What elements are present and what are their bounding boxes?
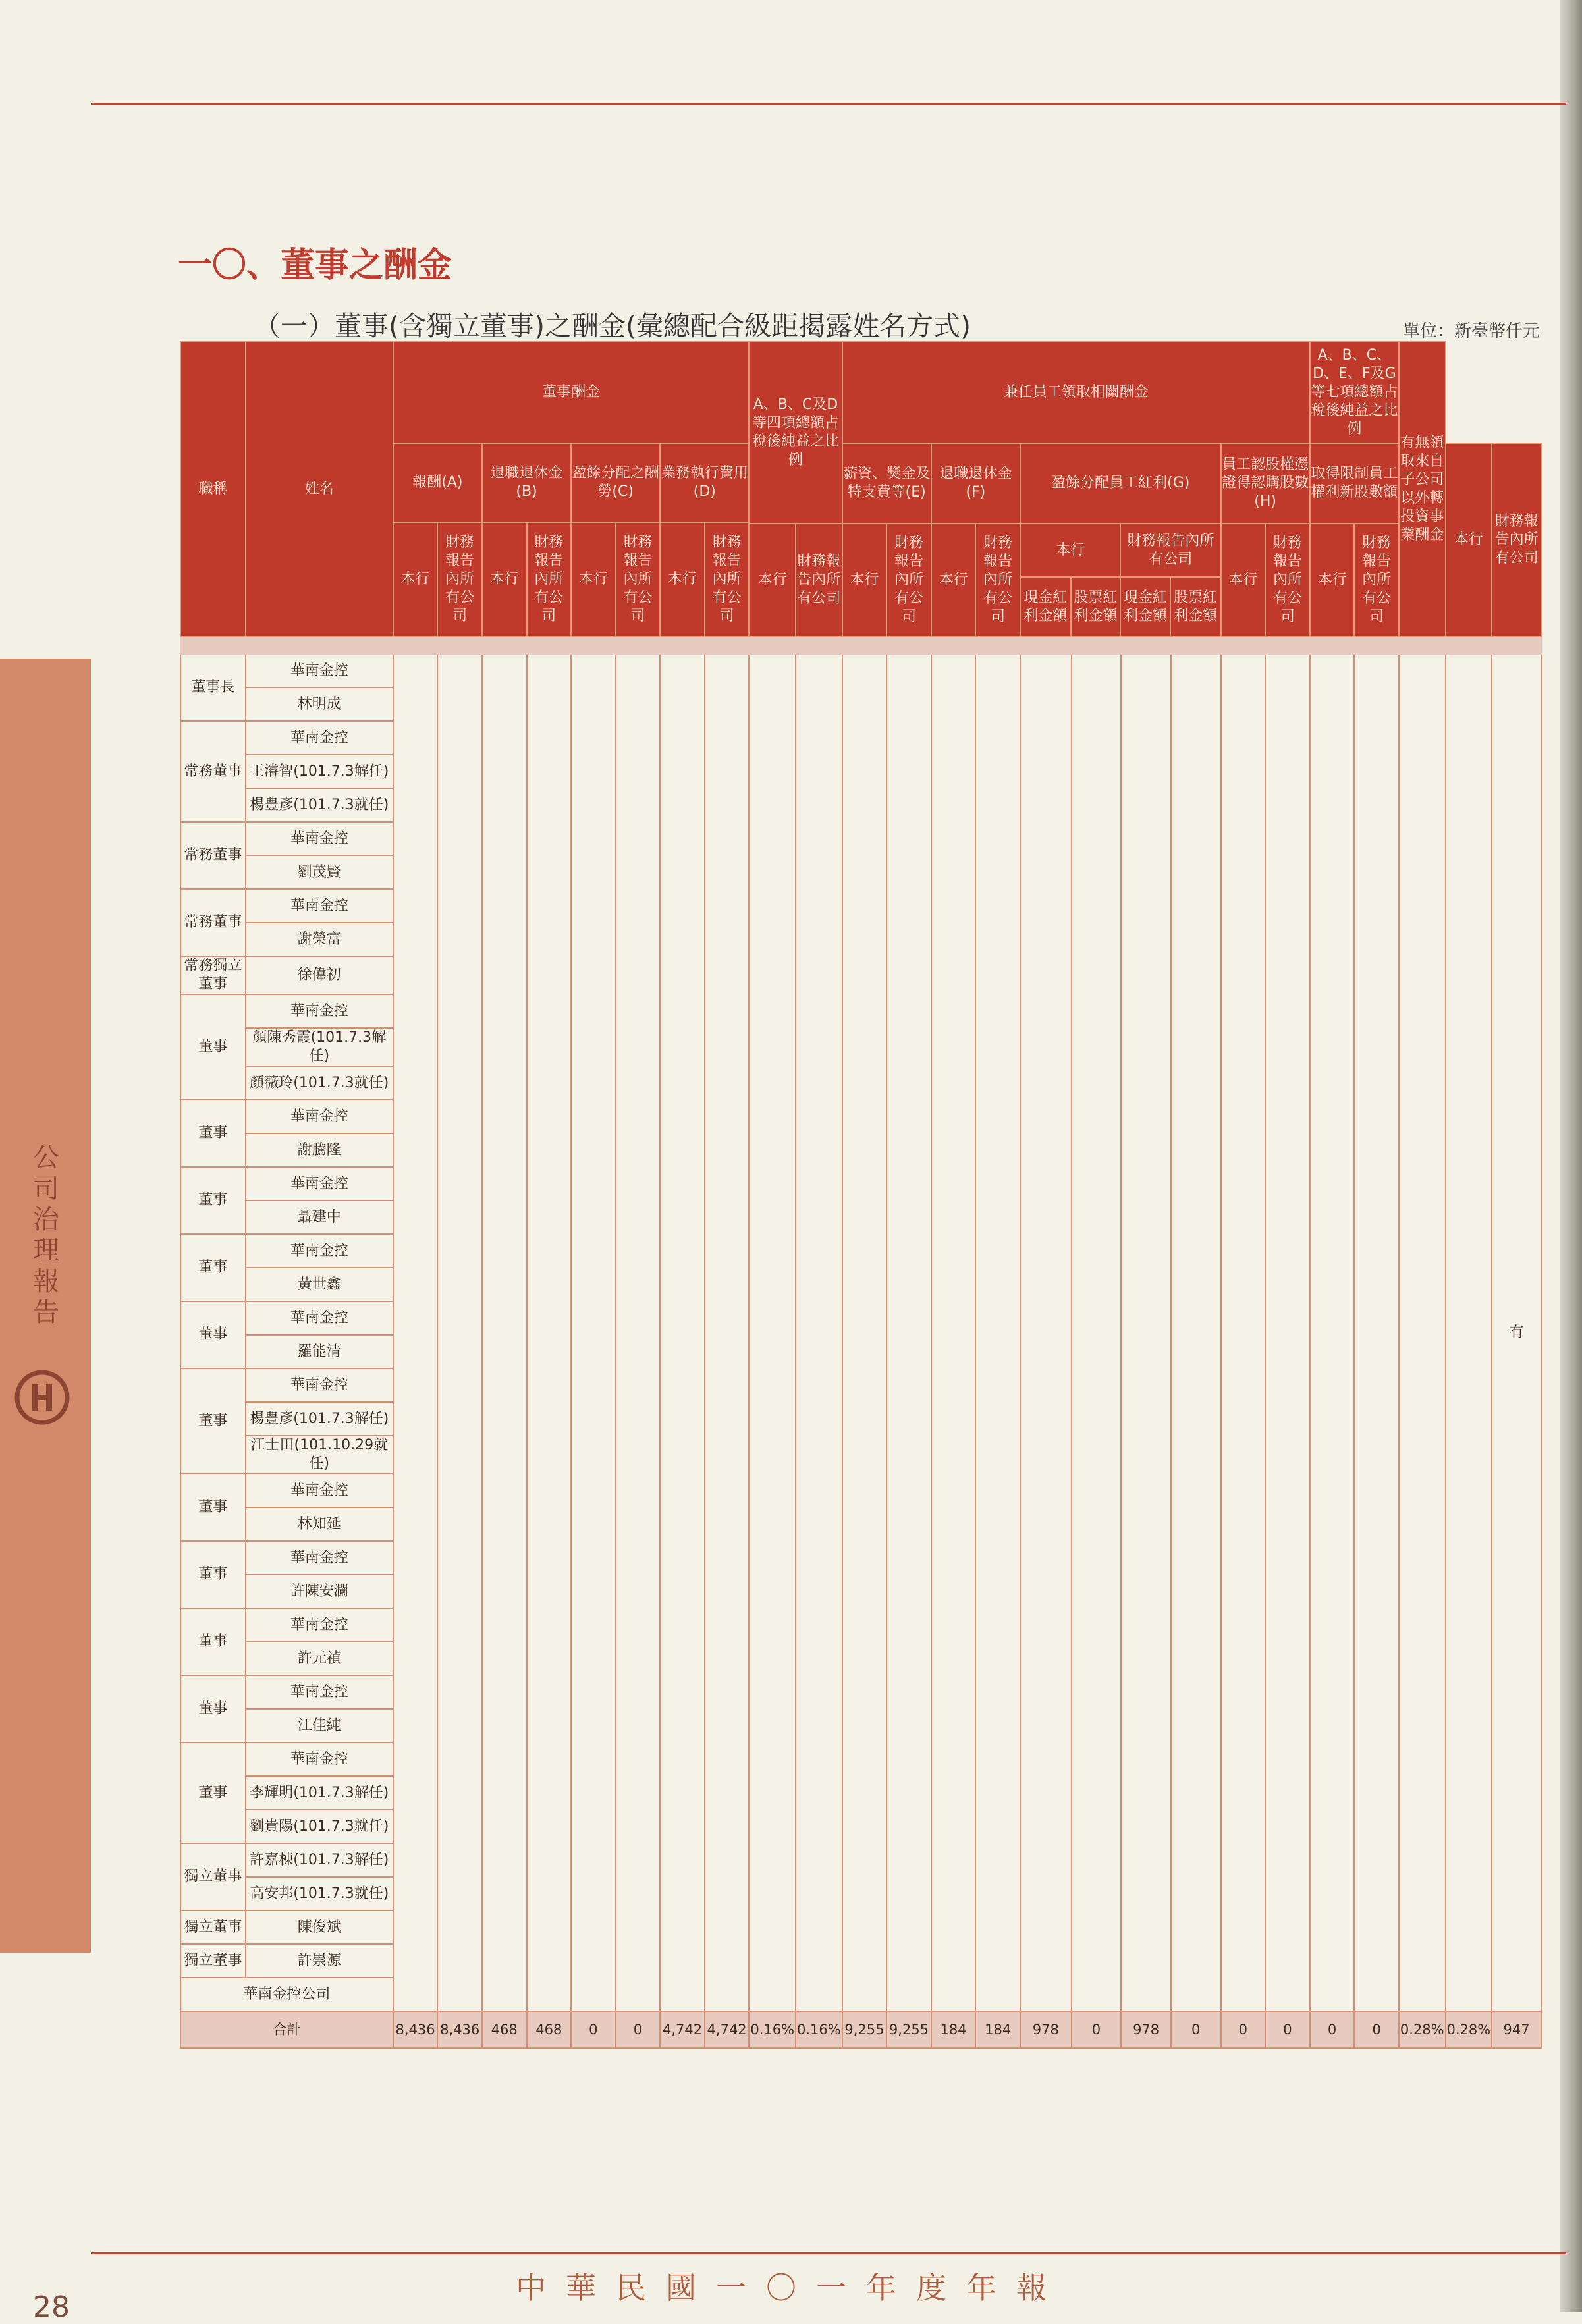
header-seven-ratio: A、B、C、D、E、F及G等七項總額占稅後純益之比例	[1310, 342, 1399, 443]
header-g-fin-stock: 股票紅利金額	[1170, 577, 1220, 636]
director-name: 林明成	[246, 688, 393, 721]
total-value: 0.16%	[796, 2011, 842, 2048]
director-remuneration-table	[180, 341, 1542, 2049]
header-g: 盈餘分配員工紅利(G)	[1020, 443, 1221, 524]
header-d: 業務執行費用(D)	[660, 443, 749, 522]
header-h-fin: 財務報告內所有公司	[1265, 524, 1310, 637]
value-cell	[393, 654, 438, 2011]
director-name: 華南金控	[246, 994, 393, 1028]
header-ratio-self: 本行	[749, 524, 796, 637]
director-name: 江士田(101.10.29就任)	[246, 1436, 393, 1474]
director-title: 獨立董事	[180, 1944, 246, 1978]
header-abcd-ratio: A、B、C及D等四項總額占稅後純益之比例	[749, 342, 842, 524]
director-title: 董事	[180, 1608, 246, 1675]
value-cell	[616, 654, 661, 2011]
director-name: 許陳安瀾	[246, 1575, 393, 1608]
director-title: 董事	[180, 1743, 246, 1843]
side-section-label: 公司治理報告	[33, 1143, 59, 1328]
header-g-self-stock: 股票紅利金額	[1071, 577, 1121, 636]
header-title: 職稱	[180, 342, 246, 637]
director-name: 華南金控	[246, 1608, 393, 1642]
total-value: 9,255	[842, 2011, 887, 2048]
value-cell	[1221, 654, 1266, 2011]
other-income-answer: 有	[1492, 654, 1541, 2011]
total-row	[180, 2011, 1541, 2048]
top-rule	[91, 103, 1566, 105]
value-cell	[1171, 654, 1221, 2011]
director-name: 謝騰隆	[246, 1133, 393, 1167]
header-seven-fin: 財務報告內所有公司	[1492, 443, 1541, 637]
director-name: 華南金控	[246, 822, 393, 855]
director-name: 華南金控	[246, 1675, 393, 1709]
director-name: 許崇源	[246, 1944, 393, 1978]
total-label: 合計	[180, 2011, 393, 2048]
director-name: 許元禎	[246, 1642, 393, 1675]
director-name: 華南金控	[246, 1234, 393, 1268]
value-cell	[1072, 654, 1122, 2011]
header-seven-self: 本行	[1446, 443, 1492, 637]
header-b-fin: 財務報告內所有公司	[527, 522, 572, 637]
director-name: 謝榮富	[246, 923, 393, 956]
director-name: 羅能清	[246, 1335, 393, 1368]
director-name: 華南金控	[246, 1743, 393, 1776]
header-a-self: 本行	[393, 522, 438, 637]
director-title: 董事	[180, 1301, 246, 1368]
header-d-self: 本行	[660, 522, 705, 637]
value-cell	[1310, 654, 1355, 2011]
director-title: 董事	[180, 1368, 246, 1474]
table-row	[180, 654, 1541, 688]
total-value: 0	[1310, 2011, 1355, 2048]
value-cell	[571, 654, 616, 2011]
director-name: 華南金控	[246, 654, 393, 688]
director-title: 董事	[180, 1100, 246, 1167]
director-name: 林知延	[246, 1507, 393, 1541]
value-cell	[975, 654, 1020, 2011]
director-name: 劉貴陽(101.7.3就任)	[246, 1810, 393, 1843]
header-i-fin: 財務報告內所有公司	[1354, 524, 1399, 637]
director-title: 常務董事	[180, 889, 246, 956]
bottom-rule	[91, 2252, 1566, 2254]
director-name: 華南金控	[246, 721, 393, 755]
total-value: 4,742	[660, 2011, 705, 2048]
header-ratio-fin: 財務報告內所有公司	[796, 524, 842, 637]
total-value: 468	[527, 2011, 572, 2048]
total-value: 184	[975, 2011, 1020, 2048]
director-name: 高安邦(101.7.3就任)	[246, 1877, 393, 1910]
total-value: 0	[1171, 2011, 1221, 2048]
total-value: 0	[1265, 2011, 1310, 2048]
header-a-fin: 財務報告內所有公司	[437, 522, 482, 637]
director-name: 黃世鑫	[246, 1268, 393, 1301]
header-director-pay: 董事酬金	[393, 342, 750, 443]
bank-logo-icon	[14, 1370, 70, 1425]
page-number: 28	[33, 2290, 70, 2324]
footer-title: 中華民國一〇一年度年報	[516, 2270, 1066, 2306]
director-title: 董事	[180, 1234, 246, 1301]
header-c: 盈餘分配之酬勞(C)	[571, 443, 660, 522]
header-name: 姓名	[246, 342, 393, 637]
header-a: 報酬(A)	[393, 443, 482, 522]
value-cell	[842, 654, 887, 2011]
value-cell	[1265, 654, 1310, 2011]
director-name: 陳俊斌	[246, 1910, 393, 1944]
director-name: 華南金控	[246, 1301, 393, 1335]
value-cell	[796, 654, 842, 2011]
header-g-fin: 財務報告內所有公司	[1120, 524, 1220, 577]
total-value: 8,436	[437, 2011, 482, 2048]
header-g-self: 本行	[1021, 524, 1120, 577]
director-name: 華南金控	[246, 889, 393, 923]
header-e-self: 本行	[842, 524, 887, 637]
total-value: 0	[571, 2011, 616, 2048]
total-value: 9,255	[886, 2011, 931, 2048]
director-title: 董事長	[180, 654, 246, 721]
header-e: 薪資、獎金及特支費等(E)	[842, 443, 931, 524]
header-employee-pay: 兼任員工領取相關酬金	[842, 342, 1310, 443]
total-value: 468	[482, 2011, 527, 2048]
director-name: 華南金控	[246, 1368, 393, 1402]
value-cell	[886, 654, 931, 2011]
director-title: 常務董事	[180, 822, 246, 889]
director-title: 常務董事	[180, 721, 246, 822]
value-cell	[1020, 654, 1072, 2011]
total-value: 8,436	[393, 2011, 438, 2048]
director-name: 華南金控	[246, 1474, 393, 1507]
total-value: 0	[1221, 2011, 1266, 2048]
header-h-self: 本行	[1221, 524, 1266, 637]
director-title: 常務獨立董事	[180, 956, 246, 994]
value-cell	[1446, 654, 1492, 2011]
director-name: 許嘉棟(101.7.3解任)	[246, 1843, 393, 1877]
header-f: 退職退休金(F)	[931, 443, 1020, 524]
director-title: 獨立董事	[180, 1843, 246, 1910]
value-cell	[1354, 654, 1399, 2011]
header-i: 取得限制員工權利新股數額	[1310, 443, 1399, 524]
total-value: 0	[616, 2011, 661, 2048]
header-other-income: 有無領取來自子公司以外轉投資事業酬金	[1399, 342, 1446, 637]
header-i-self: 本行	[1310, 524, 1355, 637]
header-c-self: 本行	[571, 522, 616, 637]
director-name: 華南金控	[246, 1100, 393, 1133]
director-title: 董事	[180, 1675, 246, 1743]
director-name: 劉茂賢	[246, 855, 393, 889]
value-cell	[1399, 654, 1446, 2011]
header-f-fin: 財務報告內所有公司	[975, 524, 1020, 637]
director-name: 顏陳秀霞(101.7.3解任)	[246, 1028, 393, 1066]
director-name: 江佳純	[246, 1709, 393, 1743]
header-g-self-cash: 現金紅利金額	[1021, 577, 1071, 636]
header-f-self: 本行	[931, 524, 976, 637]
header-c-fin: 財務報告內所有公司	[616, 522, 661, 637]
total-value: 0.28%	[1399, 2011, 1446, 2048]
header-spacer-row	[180, 637, 1541, 654]
director-name: 楊豊彥(101.7.3就任)	[246, 788, 393, 822]
director-name: 徐偉初	[246, 956, 393, 994]
director-name: 華南金控	[246, 1541, 393, 1575]
company-name: 華南金控公司	[180, 1978, 393, 2011]
page-edge	[1560, 0, 1582, 2312]
total-value: 4,742	[705, 2011, 750, 2048]
total-value: 978	[1121, 2011, 1171, 2048]
header-b: 退職退休金(B)	[482, 443, 571, 522]
total-value: 184	[931, 2011, 976, 2048]
section-title: 一〇、董事之酬金	[178, 246, 452, 285]
director-title: 董事	[180, 1541, 246, 1608]
total-value: 947	[1492, 2011, 1541, 2048]
total-value: 0	[1354, 2011, 1399, 2048]
total-value: 0.28%	[1446, 2011, 1492, 2048]
value-cell	[482, 654, 527, 2011]
director-name: 李輝明(101.7.3解任)	[246, 1776, 393, 1810]
value-cell	[527, 654, 572, 2011]
value-cell	[931, 654, 976, 2011]
value-cell	[437, 654, 482, 2011]
header-d-fin: 財務報告內所有公司	[705, 522, 750, 637]
value-cell	[1121, 654, 1171, 2011]
director-name: 顏薇玲(101.7.3就任)	[246, 1066, 393, 1100]
header-h: 員工認股權憑證得認購股數(H)	[1221, 443, 1310, 524]
director-name: 王濬智(101.7.3解任)	[246, 755, 393, 788]
table-subtitle: （一）董事(含獨立董事)之酬金(彙總配合級距揭露姓名方式)	[254, 310, 971, 342]
total-value: 0	[1072, 2011, 1122, 2048]
value-cell	[749, 654, 796, 2011]
unit-note: 單位：新臺幣仟元	[1403, 321, 1541, 341]
director-name: 楊豊彥(101.7.3解任)	[246, 1402, 393, 1436]
director-title: 董事	[180, 994, 246, 1100]
director-title: 獨立董事	[180, 1910, 246, 1944]
header-e-fin: 財務報告內所有公司	[886, 524, 931, 637]
total-value: 0.16%	[749, 2011, 796, 2048]
value-cell	[660, 654, 705, 2011]
director-title: 董事	[180, 1167, 246, 1234]
header-g-fin-cash: 現金紅利金額	[1120, 577, 1170, 636]
header-b-self: 本行	[482, 522, 527, 637]
total-value: 978	[1020, 2011, 1072, 2048]
value-cell	[705, 654, 750, 2011]
director-title: 董事	[180, 1474, 246, 1541]
director-name: 華南金控	[246, 1167, 393, 1201]
director-name: 聶建中	[246, 1201, 393, 1234]
